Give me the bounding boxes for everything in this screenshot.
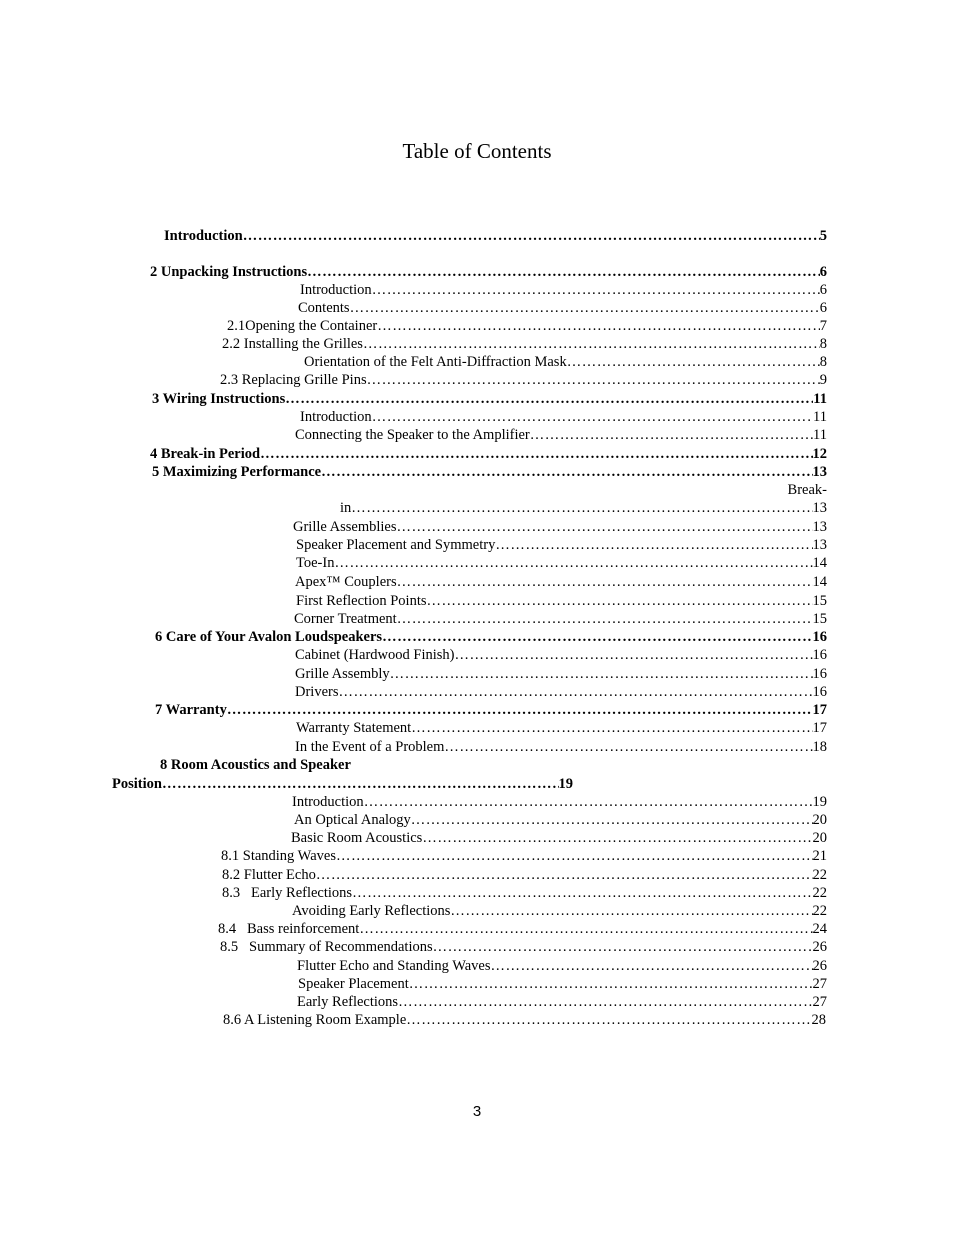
toc-entry[interactable] [227, 317, 827, 335]
toc-entry[interactable] [222, 884, 827, 902]
toc-entry-page: 15 [812, 611, 827, 627]
dot-leader [397, 518, 813, 536]
page-number: 3 [472, 1103, 482, 1120]
toc-entry-label: Flutter Echo and Standing Waves [297, 958, 491, 974]
dot-leader [390, 665, 813, 683]
dot-leader [363, 335, 820, 353]
dot-leader [398, 993, 812, 1011]
toc-entry[interactable] [155, 628, 827, 646]
toc-entry[interactable] [164, 227, 827, 245]
toc-entry-page: 16 [812, 629, 827, 645]
toc-entry-page: 19 [558, 776, 573, 792]
toc-entry-page: 6 [819, 264, 827, 280]
dot-leader [411, 719, 812, 737]
toc-entry-label: Warranty Statement [296, 720, 412, 736]
toc-entry-label: Speaker Placement and Symmetry [296, 537, 496, 553]
dot-leader [334, 554, 812, 572]
toc-entry-label: Speaker Placement [298, 976, 409, 992]
toc-entry-page: 16 [812, 666, 827, 682]
toc-entry[interactable] [296, 719, 827, 737]
toc-entry-label: 6 Care of Your Avalon Loudspeakers [155, 629, 383, 645]
toc-entry-label: Grille Assemblies [293, 519, 397, 535]
toc-entry[interactable] [296, 536, 827, 554]
toc-entry-label: 5 Maximizing Performance [152, 464, 322, 480]
toc-entry-page: 13 [812, 500, 827, 516]
toc-entry[interactable] [150, 263, 827, 281]
dot-leader [359, 920, 812, 938]
toc-entry-label: 8 Room Acoustics and Speaker [160, 757, 351, 773]
dot-leader [397, 573, 813, 591]
toc-entry[interactable] [292, 793, 827, 811]
toc-entry-label: Contents [298, 300, 350, 316]
toc-entry-label: 4 Break-in Period [150, 446, 261, 462]
toc-entry-label: 3 Wiring Instructions [152, 391, 286, 407]
toc-entry[interactable] [150, 445, 827, 463]
toc-entry-label: 7 Warranty [155, 702, 227, 718]
toc-entry[interactable] [295, 683, 827, 701]
toc-entry-label: 8.6 A Listening Room Example [223, 1012, 407, 1028]
dot-leader [450, 902, 812, 920]
dot-leader [490, 957, 812, 975]
toc-entry-label: In the Event of a Problem [295, 739, 445, 755]
toc-entry[interactable] [152, 463, 827, 481]
toc-entry-page: 16 [812, 684, 827, 700]
toc-entry-page: 27 [812, 976, 827, 992]
dot-leader [321, 463, 812, 481]
toc-entry-label: 8.1 Standing Waves [221, 848, 336, 864]
toc-entry-page: 13 [812, 519, 827, 535]
dot-leader [352, 884, 812, 902]
page-title: Table of Contents [402, 139, 552, 163]
toc-entry-label: 8.5 Summary of Recommendations [220, 939, 433, 955]
toc-entry-label: Introduction [300, 409, 372, 425]
dot-leader [427, 592, 813, 610]
toc-entry-page: 11 [813, 391, 827, 407]
toc-entry-page: 24 [812, 921, 827, 937]
toc-entry-label: Corner Treatment [294, 611, 397, 627]
dot-leader [351, 499, 812, 517]
toc-entry-label: 2.1Opening the Container [227, 318, 378, 334]
dot-leader [350, 299, 820, 317]
toc-entry-label: 8.4 Bass reinforcement [218, 921, 360, 937]
toc-entry-page: 27 [812, 994, 827, 1010]
toc-entry[interactable] [300, 408, 827, 426]
dot-leader [336, 847, 813, 865]
dot-leader [495, 536, 812, 554]
toc-entry[interactable] [294, 610, 827, 628]
toc-entry-page: 17 [812, 720, 827, 736]
dot-leader [364, 793, 813, 811]
toc-entry[interactable] [222, 335, 827, 353]
toc-entry[interactable] [293, 518, 827, 536]
toc-entry-label: Toe-In [296, 555, 335, 571]
toc-entry[interactable] [295, 573, 827, 591]
toc-entry-page: 7 [819, 318, 827, 334]
dot-leader [372, 281, 820, 299]
toc-entry-label: First Reflection Points [296, 593, 427, 609]
toc-entry-label: 2 Unpacking Instructions [150, 264, 308, 280]
toc-entry[interactable] [218, 920, 827, 938]
toc-entry-page: 12 [812, 446, 827, 462]
toc-entry[interactable] [298, 299, 827, 317]
toc-entry[interactable] [155, 701, 827, 719]
toc-entry-label: Basic Room Acoustics [291, 830, 423, 846]
toc-entry-page: 9 [819, 372, 827, 388]
dot-leader [339, 683, 813, 701]
toc-entry[interactable] [297, 993, 827, 1011]
toc-entry[interactable] [295, 738, 827, 756]
toc-entry-label: Cabinet (Hardwood Finish) [295, 647, 455, 663]
toc-entry-label: 8.3 Early Reflections [222, 885, 353, 901]
toc-entry-page: 18 [812, 739, 827, 755]
toc-entry-page: 6 [819, 282, 827, 298]
toc-entry-page: 26 [812, 939, 827, 955]
toc-entry[interactable] [292, 902, 827, 920]
dot-leader [316, 866, 813, 884]
toc-entry-label: Position [112, 776, 162, 792]
toc-entry-label: Apex™ Couplers [295, 574, 397, 590]
dot-leader [444, 738, 812, 756]
toc-entry-page: 22 [812, 867, 827, 883]
dot-leader [285, 390, 813, 408]
toc-entry[interactable] [300, 281, 827, 299]
toc-entry-page: 14 [812, 555, 827, 571]
dot-leader [422, 829, 812, 847]
toc-entry-label: Drivers [295, 684, 339, 700]
toc-entry-label: in [340, 500, 352, 516]
toc-entry-page: 8 [819, 336, 827, 352]
toc-entry-page: 15 [812, 593, 827, 609]
dot-leader [227, 701, 813, 719]
toc-entry[interactable] [296, 554, 827, 572]
dot-leader [372, 408, 813, 426]
dot-leader [567, 353, 820, 371]
toc-entry-label: Introduction [292, 794, 364, 810]
toc-entry[interactable] [304, 353, 827, 371]
toc-entry-page: 26 [812, 958, 827, 974]
dot-leader [433, 938, 813, 956]
dot-leader [411, 811, 813, 829]
toc-entry[interactable] [294, 811, 827, 829]
toc-entry-page: 28 [811, 1012, 826, 1028]
toc-entry-label: 8.2 Flutter Echo [222, 867, 316, 883]
toc-entry[interactable] [220, 938, 827, 956]
toc-entry-page: 19 [812, 794, 827, 810]
dot-leader [382, 628, 812, 646]
toc-entry[interactable] [298, 975, 827, 993]
dot-leader [406, 1011, 811, 1029]
toc-entry-page: 13 [812, 537, 827, 553]
toc-entry-page: 22 [812, 903, 827, 919]
toc-entry-label: 2.2 Installing the Grilles [222, 336, 363, 352]
toc-entry[interactable] [295, 665, 827, 683]
toc-entry-page: 11 [813, 409, 827, 425]
toc-entry-page: 6 [819, 300, 827, 316]
toc-entry[interactable] [112, 775, 573, 793]
toc-entry[interactable] [222, 866, 827, 884]
toc-entry-page: 20 [812, 812, 827, 828]
toc-entry[interactable] [296, 592, 827, 610]
toc-entry[interactable] [220, 371, 827, 389]
dot-leader [530, 426, 813, 444]
toc-entry-label: An Optical Analogy [294, 812, 411, 828]
toc-entry[interactable] [297, 957, 827, 975]
dot-leader [397, 610, 813, 628]
dot-leader [260, 445, 812, 463]
dot-leader [307, 263, 820, 281]
toc-entry-label: Grille Assembly [295, 666, 390, 682]
toc-entry-page: 17 [812, 702, 827, 718]
toc-entry-page: 16 [812, 647, 827, 663]
toc-entry-label: Connecting the Speaker to the Amplifier [295, 427, 530, 443]
toc-entry[interactable] [295, 646, 827, 664]
toc-entry-page: 11 [813, 427, 827, 443]
toc-entry[interactable] [221, 847, 827, 865]
toc-entry-label: Introduction [300, 282, 372, 298]
toc-entry-label: Introduction [164, 228, 243, 244]
dot-leader [162, 775, 559, 793]
toc-entry-page: 13 [812, 464, 827, 480]
toc-entry-label: Orientation of the Felt Anti-Diffraction Mask [304, 354, 567, 370]
toc-entry-page: 21 [812, 848, 827, 864]
toc-entry[interactable] [340, 499, 827, 517]
toc-entry-label: Break- [787, 482, 827, 498]
toc-entry-label: Early Reflections [297, 994, 399, 1010]
toc-entry-page: 8 [819, 354, 827, 370]
dot-leader [243, 227, 820, 245]
toc-entry-label: Avoiding Early Reflections [292, 903, 451, 919]
toc-entry-page: 22 [812, 885, 827, 901]
toc-entry[interactable] [291, 829, 827, 847]
dot-leader [454, 646, 812, 664]
dot-leader [367, 371, 820, 389]
toc-entry[interactable] [152, 390, 827, 408]
toc-entry-page: 14 [812, 574, 827, 590]
toc-entry[interactable] [223, 1011, 826, 1029]
toc-entry-page: 5 [819, 228, 827, 244]
dot-leader [409, 975, 813, 993]
toc-entry-label: 2.3 Replacing Grille Pins [220, 372, 367, 388]
dot-leader [377, 317, 820, 335]
toc-entry-page: 20 [812, 830, 827, 846]
toc-entry[interactable] [295, 426, 827, 444]
